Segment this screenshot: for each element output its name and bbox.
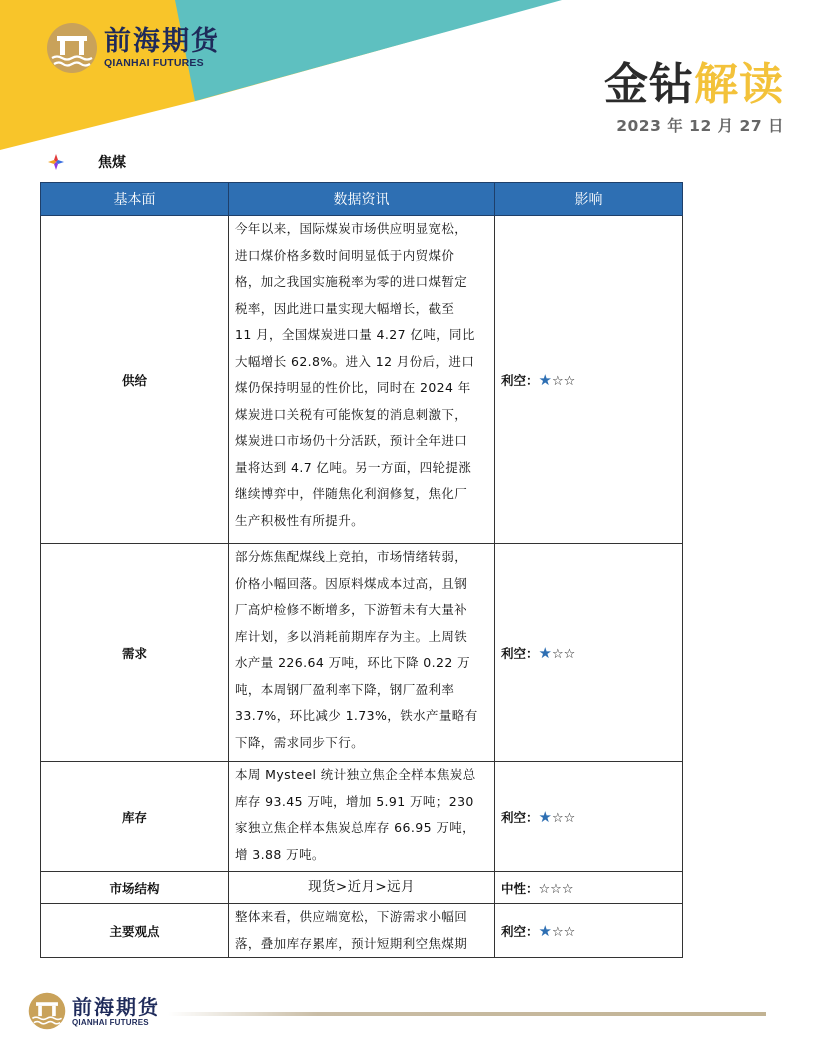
info-line: 价格小幅回落。因原料煤成本过高，且钢: [235, 575, 468, 591]
filled-star-icon: ★: [538, 921, 552, 940]
empty-star-icon: ☆☆: [551, 810, 576, 826]
info-line: 部分炼焦配煤线上竞拍，市场情绪转弱，: [235, 549, 468, 564]
footer-logo-english-text: QIANHAI FUTURES: [72, 1017, 149, 1027]
impact-label: 中性：: [501, 880, 539, 896]
table-row-inventory: [41, 762, 683, 872]
diamond-bullet-icon: [48, 154, 64, 170]
factor-cell: 市场结构: [41, 872, 229, 904]
logo-english-text: QIANHAI FUTURES: [104, 57, 204, 69]
impact-label: 利空：: [501, 923, 539, 939]
info-line: 煤炭进口关税有可能恢复的消息刺激下，: [235, 406, 468, 422]
info-cell: [229, 216, 495, 544]
table-row-market-structure: [41, 872, 683, 904]
info-line: 11 月，全国煤炭进口量 4.27 亿吨，同比: [235, 327, 475, 342]
info-line: 水产量 226.64 万吨，环比下降 0.22 万: [235, 655, 470, 670]
info-line: 落，叠加库存累库，预计短期利空焦煤期: [235, 935, 468, 951]
table-row-supply: [41, 216, 683, 544]
empty-star-icon: ☆☆: [551, 924, 576, 940]
logo-chinese-text: 前海期货: [104, 26, 220, 57]
header-fundamentals: 基本面: [41, 183, 229, 216]
filled-star-icon: ★: [538, 643, 552, 662]
table-header-row: [41, 183, 683, 216]
info-cell: 现货>近月>远月: [229, 872, 495, 904]
info-line: 下降，需求同步下行。: [235, 734, 365, 750]
brand-title-part2: 解读: [694, 59, 784, 110]
info-line: 整体来看，供应端宽松，下游需求小幅回: [235, 909, 468, 924]
info-cell: [229, 544, 495, 762]
empty-star-icon: ☆☆☆: [538, 881, 574, 897]
impact-cell: [495, 544, 683, 762]
fundamentals-table: [40, 182, 683, 958]
impact-cell: [495, 762, 683, 872]
filled-star-icon: ★: [538, 807, 552, 826]
info-line: 量将达到 4.7 亿吨。另一方面，四轮提涨: [235, 459, 472, 475]
info-line: 格，加之我国实施税率为零的进口煤暂定: [235, 274, 468, 289]
report-date: 2023 年 12 月 27 日: [616, 117, 784, 135]
factor-cell: 供给: [41, 216, 229, 544]
factor-cell: 需求: [41, 544, 229, 762]
impact-cell: [495, 872, 683, 904]
empty-star-icon: ☆☆: [551, 646, 576, 662]
header-impact: 影响: [495, 183, 683, 216]
info-cell: [229, 904, 495, 958]
company-logo: [46, 22, 220, 74]
info-line: 大幅增长 62.8%。进入 12 月份后，进口: [235, 353, 475, 369]
info-line: 库存 93.45 万吨，增加 5.91 万吨；230: [235, 793, 474, 809]
impact-label: 利空：: [501, 809, 539, 825]
impact-label: 利空：: [501, 645, 539, 661]
empty-star-icon: ☆☆: [551, 373, 576, 389]
impact-cell: [495, 216, 683, 544]
table-row-main-view: [41, 904, 683, 958]
info-line: 厂高炉检修不断增多，下游暂未有大量补: [235, 602, 468, 617]
brand-title-part1: 金钻: [604, 59, 694, 110]
footer-logo-chinese-text: 前海期货: [72, 994, 160, 1019]
section-title: 焦煤: [98, 155, 126, 171]
info-line: 煤仍保持明显的性价比，同时在 2024 年: [235, 380, 471, 395]
info-line: 今年以来，国际煤炭市场供应明显宽松，: [235, 221, 468, 236]
info-line: 家独立焦企样本焦炭总库存 66.95 万吨，: [235, 820, 476, 835]
qianhai-logo-icon: [28, 992, 66, 1030]
info-line: 进口煤价格多数时间明显低于内贸煤价: [235, 247, 455, 263]
info-line: 增 3.88 万吨。: [235, 846, 325, 862]
info-line: 吨，本周钢厂盈利率下降，钢厂盈利率: [235, 681, 455, 697]
qianhai-logo-icon: [46, 22, 98, 74]
factor-cell: 主要观点: [41, 904, 229, 958]
report-brand-title: [604, 48, 784, 112]
info-line: 煤炭进口市场仍十分活跃，预计全年进口: [235, 433, 468, 448]
impact-cell: [495, 904, 683, 958]
table-row-demand: [41, 544, 683, 762]
header-data-info: 数据资讯: [229, 183, 495, 216]
filled-star-icon: ★: [538, 370, 552, 389]
footer-divider: [168, 1012, 766, 1016]
info-line: 本周 Mysteel 统计独立焦企全样本焦炭总: [235, 767, 476, 782]
info-line: 33.7%，环比减少 1.73%，铁水产量略有: [235, 708, 478, 723]
impact-label: 利空：: [501, 372, 539, 388]
factor-cell: 库存: [41, 762, 229, 872]
footer-logo: [28, 992, 160, 1030]
info-line: 继续博弈中，伴随焦化利润修复，焦化厂: [235, 486, 468, 501]
section-heading: [48, 152, 126, 172]
info-line: 生产积极性有所提升。: [235, 512, 365, 528]
info-cell: [229, 762, 495, 872]
info-line: 库计划，多以消耗前期库存为主。上周铁: [235, 628, 468, 644]
info-line: 税率，因此进口量实现大幅增长，截至: [235, 300, 455, 316]
